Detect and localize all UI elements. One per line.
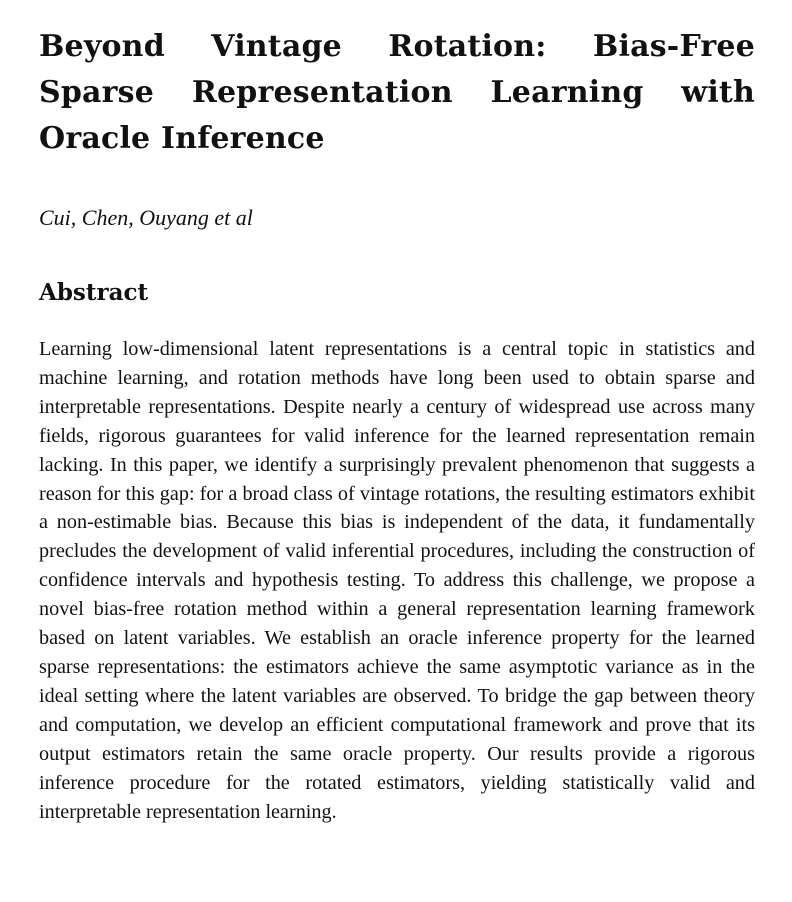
paper-authors: Cui, Chen, Ouyang et al	[39, 205, 253, 230]
abstract-text: Learning low-dimensional latent representations is a central topic in statistics and machine learning, and rotation methods have long been used to obtain sparse and interpretable representations. Despite nearly a century of widespread use across many fields, rigorous guarantees for valid inference for the learned representation remain lacking. In this paper, we identify a surprisingly prevalent phenomenon that suggests a reason for this gap: for a broad class of vintage rotations, the resulting estimators exhibit a non-estimable bias. Because this bias is independent of the data, it fundamentally precludes the development of valid inferential procedures, including the construction of confidence intervals and hypothesis testing. To address this challenge, we propose a novel bias-free rotation method within a general representation learning framework based on latent variables. We establish an oracle inference property for the learned sparse representations: the estimators achieve the same asymptotic variance as in the ideal setting where the latent variables are observed. To bridge the gap between theory and computation, we develop an efficient computational framework and prove that its output estimators retain the same oracle property. Our results provide a rigorous inference procedure for the rotated estimators, yielding statistically valid and interpretable representation learning.	[39, 338, 755, 823]
abstract-heading: Abstract	[39, 279, 149, 306]
paper-page	[39, 24, 755, 826]
paper-title: Beyond Vintage Rotation: Bias-Free Sparse Representation Learning with Oracle Inference	[39, 29, 755, 156]
